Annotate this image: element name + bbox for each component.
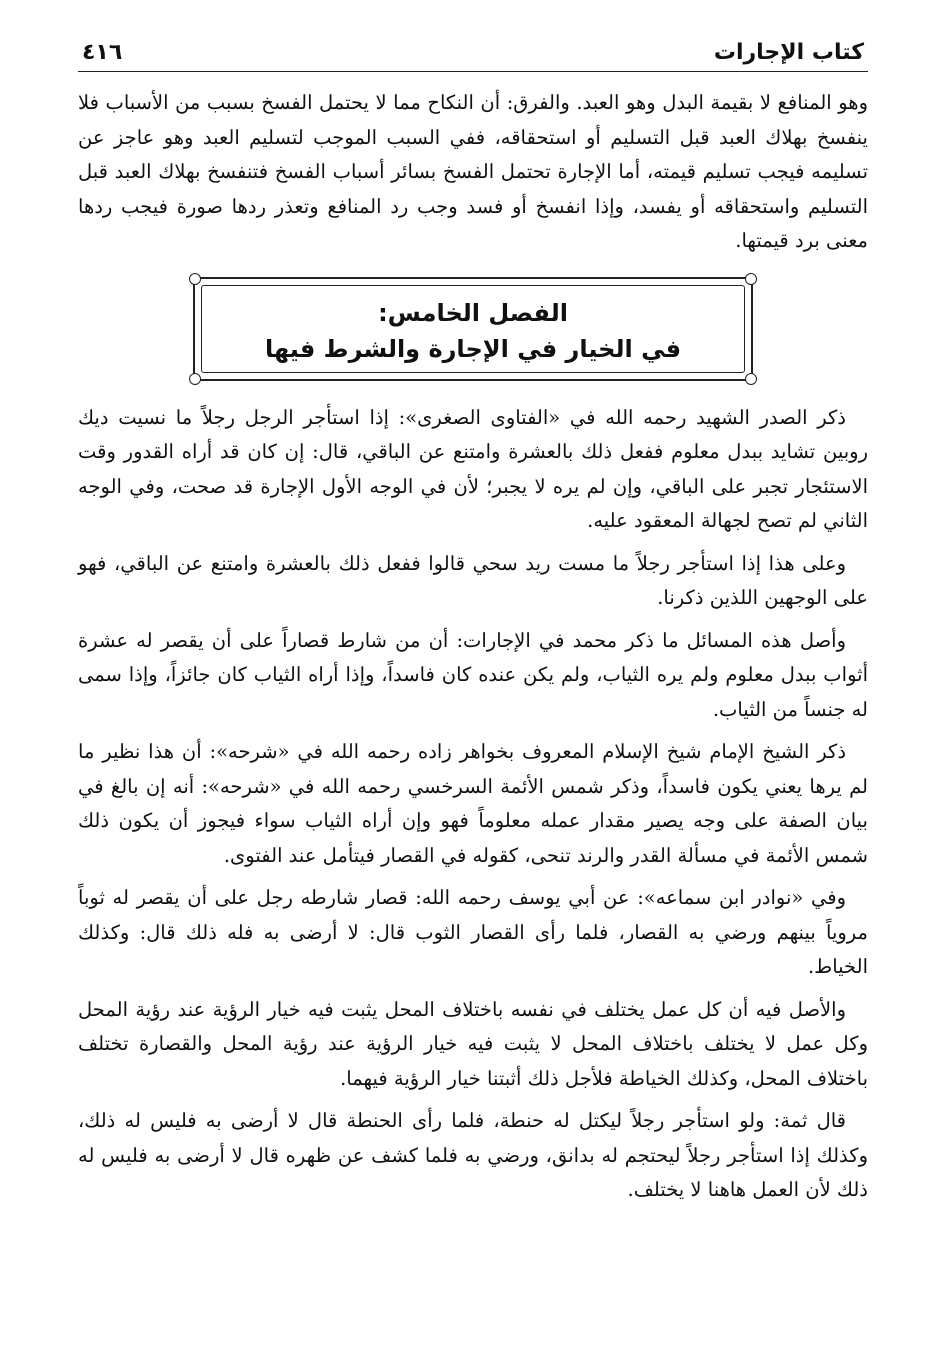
- paragraph: والأصل فيه أن كل عمل يختلف في نفسه باختلاف المحل يثبت فيه خيار الرؤية عند رؤية المحل وكل عمل لا يختلف باختلاف المحل لا يثبت فيه خيار الرؤية عند رؤية المحل والقصارة تختلف باختلاف المحل، وكذلك الخياطة فلأجل ذلك أثبتنا خيار الرؤية فيهما.: [78, 997, 868, 1090]
- intro-paragraph: وهو المنافع لا بقيمة البدل وهو العبد. والفرق: أن النكاح مما لا يحتمل الفسخ بسبب من الأسباب فلا ينفسخ بهلاك العبد قبل التسليم أو استحقاقه، ففي السبب الموجب لتسليم العبد وهو عاجز عن تسليمه فيجب تسليم قيمته، أما الإجارة تحتمل الفسخ بسائر أسباب الفسخ فتنفسخ بهلاك العبد قبل التسليم واستحقاقه أو يفسد، وإذا انفسخ أو فسد وجب رد المنافع وتعذر ردها صورة فيجب ردها معنى برد قيمتها.: [78, 91, 868, 252]
- chapter-heading-frame: [193, 277, 753, 381]
- frame-corner-ornament: [189, 273, 201, 285]
- paragraph: وأصل هذه المسائل ما ذكر محمد في الإجارات: أن من شارط قصاراً على أن يقصر له عشرة أثواب ببدل معلوم ولم يره الثياب، ولم يكن عنده كان فاسداً، وإذا أراه الثياب كان جائزاً، وإذا سمى له جنساً من الثياب.: [78, 628, 868, 721]
- running-header: [78, 28, 868, 72]
- chapter-subject-line: في الخيار في الإجارة والشرط فيها: [264, 334, 682, 363]
- paragraph: قال ثمة: ولو استأجر رجلاً ليكتل له حنطة، فلما رأى الحنطة قال لا أرضى به فليس له ذلك، وكذلك إذا استأجر رجلاً ليحتجم له بدانق، ورضي به فلما كشف عن ظهره قال لا أرضى به فليس له ذلك لأن العمل هاهنا لا يختلف.: [78, 1109, 868, 1201]
- page-number: ٤١٦: [82, 40, 123, 65]
- chapter-number-line: الفصل الخامس:: [378, 298, 568, 327]
- frame-corner-ornament: [745, 273, 757, 285]
- running-title: كتاب الإجارات: [713, 40, 864, 65]
- paragraph: وفي «نوادر ابن سماعه»: عن أبي يوسف رحمه الله: قصار شارطه رجل على أن يقصر له ثوباً مروياً بينهم ورضي به القصار، فلما رأى القصار الثوب قال: لا أرضى به فله ذلك قال: وكذلك الخياط.: [78, 886, 868, 978]
- paragraph: وعلى هذا إذا استأجر رجلاً ما مست ريد سحي قالوا ففعل ذلك بالعشرة وامتنع عن الباقي، فهو على الوجهين اللذين ذكرنا.: [78, 551, 868, 609]
- frame-corner-ornament: [745, 373, 757, 385]
- book-page: [78, 28, 868, 1348]
- paragraph: ذكر الشيخ الإمام شيخ الإسلام المعروف بخواهر زاده رحمه الله في «شرحه»: أن هذا نظير ما لم يرها يعني يكون فاسداً، وذكر شمس الأئمة السرخسي رحمه الله في «شرحه»: أنه إن بالغ في بيان الصفة على وجه يصير مقدار عمله معلوماً فهو وإن أراه الثياب سواء فيجوز أن يكون ذلك شمس الأئمة في مسألة القدر والرند تنحى، كقوله في القصار فيتأمل عند الفتوى.: [78, 740, 868, 867]
- chapter-title: [195, 295, 751, 367]
- frame-corner-ornament: [189, 373, 201, 385]
- paragraph: ذكر الصدر الشهيد رحمه الله في «الفتاوى الصغرى»: إذا استأجر الرجل رجلاً ما نسيت ديك روبين تشايد ببدل معلوم ففعل ذلك بالعشرة وامتنع عن الباقي، قال: إن كان قد أراه القدور وقت الاستئجار تجبر على الباقي، وإن لم يره لا يجبر؛ لأن في الوجه الأول الإجارة قد صحت، وفي الوجه الثاني لم تصح لجهالة المعقود عليه.: [78, 405, 868, 532]
